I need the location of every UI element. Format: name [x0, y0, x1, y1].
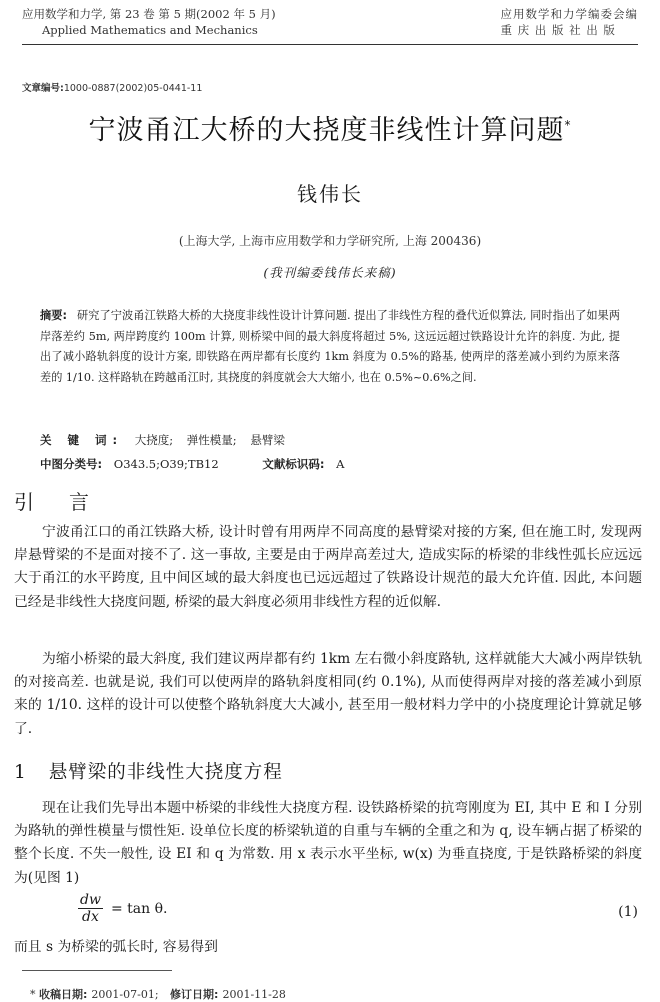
- editor-note: (我刊编委钱伟长来稿): [263, 265, 397, 280]
- section-heading-char: 言: [69, 490, 90, 514]
- author-name: 钱伟长: [297, 182, 363, 206]
- paper-title: [0, 108, 660, 147]
- publisher-line2: 重 庆 出 版 社 出 版: [500, 23, 616, 37]
- paragraph-text: 宁波甬江口的甬江铁路大桥, 设计时曾有用两岸不同高度的悬臂梁对接的方案, 但在施工时, 发现两岸悬臂梁的不是面对接不了. 这一事故, 主要是由于两岸高差过大, 造成实际的桥梁的非线性弧长应远远大于甬江的水平跨度, 且中间区域的最大斜度也已远远超过了铁路设计规范的最大允许值. 因此, 本问题已经是非线性大挠度问题, 桥梁的最大斜度必须用非线性方程的近似解.: [14, 524, 642, 610]
- paragraph-text: 为缩小桥梁的最大斜度, 我们建议两岸都有约 1km 左右微小斜度路轨, 这样就能大大减小两岸铁轨的对接高差. 也就是说, 我们可以使两岸的路轨斜度相同(约 0.1%), 从而使得两岸对接的落差减小到原来的 1/10. 这样的设计可以使整个路轨斜度大大减小, 甚至用一般材料力学中的小挠度理论计算就足够了.: [14, 651, 642, 737]
- revised-date-value: 2001-11-28: [222, 988, 286, 1001]
- keywords-label: 关 键 词:: [40, 433, 124, 447]
- publisher-line1: 应用数学和力学编委会编: [500, 7, 638, 21]
- section-number: 1: [14, 762, 27, 783]
- journal-issue-line: 应用数学和力学, 第 23 卷 第 5 期(2002 年 5 月): [22, 7, 276, 21]
- revised-date-label: 修订日期:: [170, 988, 219, 1001]
- journal-english-name: Applied Mathematics and Mechanics: [42, 23, 258, 37]
- paragraph-text: 现在让我们先导出本题中桥梁的非线性大挠度方程. 设铁路桥梁的抗弯刚度为 EI, 其中 E 和 I 分别为路轨的弹性模量与惯性矩. 设单位长度的桥梁轨道的自重与车辆的全重之和为 q, 设车辆占据了桥梁的整个长度. 不失一般性, 设 EI 和 q 为常数. 用 x 表示水平坐标, w(x) 为垂直挠度, 于是铁路桥梁的斜度为(见图 1): [14, 800, 642, 886]
- doc-code-label: 文献标识码:: [262, 457, 325, 471]
- body-paragraph: [14, 648, 642, 741]
- body-paragraph-tail: 而且 s 为桥梁的弧长时, 容易得到: [14, 939, 218, 955]
- keywords: [40, 432, 295, 448]
- abstract-label: 摘要:: [40, 309, 67, 322]
- equation-rhs: = tan θ.: [110, 900, 168, 917]
- clc-label: 中图分类号:: [40, 457, 103, 471]
- journal-header-right: [501, 6, 639, 38]
- body-paragraph: [14, 521, 642, 614]
- keyword-item: 弹性模量;: [186, 433, 237, 447]
- abstract: [40, 306, 620, 388]
- section-title: 悬臂梁的非线性大挠度方程: [48, 762, 283, 783]
- section-heading-char: 引: [14, 490, 35, 514]
- keyword-item: 悬臂梁: [250, 433, 285, 447]
- received-date-value: 2001-07-01;: [91, 988, 159, 1001]
- author-affiliation: (上海大学, 上海市应用数学和力学研究所, 上海 200436): [178, 234, 482, 248]
- section-heading-introduction: [14, 486, 124, 515]
- header-rule: [22, 44, 638, 45]
- body-paragraph: [14, 797, 642, 890]
- paper-title-text: 宁波甬江大桥的大挠度非线性计算问题: [88, 115, 565, 146]
- journal-header-left: [22, 6, 276, 38]
- equation-numerator: dw: [80, 892, 101, 908]
- article-number: [22, 80, 202, 94]
- equation-fraction: [78, 892, 103, 925]
- abstract-text: 研究了宁波甬江铁路大桥的大挠度非线性设计计算问题. 提出了非线性方程的叠代近似算法, 同时指出了如果两岸落差约 5m, 两岸跨度约 100m 计算, 则桥梁中间的最大斜度将超过 5%, 这远远超过铁路设计允许的斜度. 为此, 提出了减小路轨斜度的设计方案, 即铁路在两岸都有长度约 1km 斜度为 0.5%的路基, 使两岸的落差减小到约为原来落差的 1/10. 这样路轨在跨越甬江时, 其挠度的斜度就会大大缩小, 也在 0.5%~0.6%之间.: [40, 309, 620, 384]
- classification: [40, 456, 344, 472]
- clc-value: O343.5;O39;TB12: [113, 457, 219, 471]
- footnote-mark: *: [30, 988, 36, 1001]
- received-date-label: 收稿日期:: [39, 988, 88, 1001]
- equation-1: [78, 892, 167, 925]
- article-number-label: 文章编号:: [22, 83, 64, 94]
- keyword-item: 大挠度;: [134, 433, 174, 447]
- section-heading-1: [14, 758, 283, 784]
- equation-number: (1): [618, 904, 638, 920]
- article-number-value: 1000-0887(2002)05-0441-11: [63, 83, 203, 94]
- footnote-rule: [22, 970, 172, 971]
- equation-denominator: dx: [82, 909, 99, 925]
- title-footnote-mark: *: [564, 118, 572, 132]
- doc-code-value: A: [336, 457, 345, 471]
